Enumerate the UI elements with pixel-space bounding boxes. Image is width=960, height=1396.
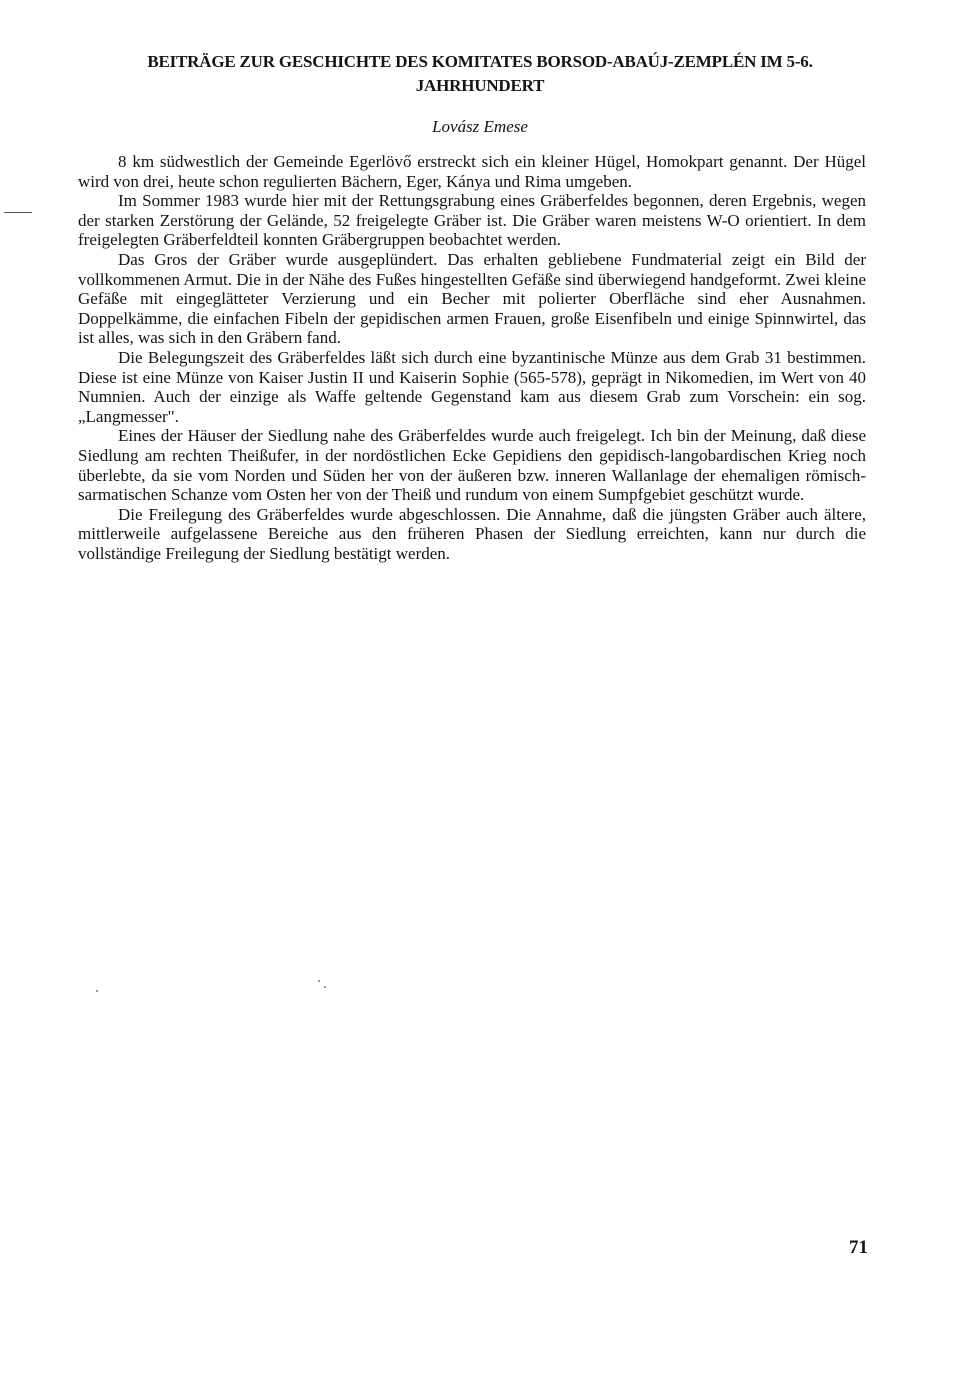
author-name: Lovász Emese: [432, 117, 528, 136]
paragraph-6: Die Freilegung des Gräberfeldes wurde abgeschlossen. Die Annahme, daß die jüngsten Gräber auch ältere, mittlerweile aufgelassene Bereiche aus den früheren Phasen der Siedlung erreichten, kann nur durch die vollständige Freilegung der Siedlung bestätigt werden.: [78, 504, 866, 563]
margin-mark: [4, 212, 32, 213]
paragraph-1: 8 km südwestlich der Gemeinde Egerlövő erstreckt sich ein kleiner Hügel, Homokpart genannt. Der Hügel wird von drei, heute schon regulierten Bächern, Eger, Kánya und Rima umgeben.: [78, 152, 866, 191]
scan-speck: [324, 986, 326, 988]
page-number: 71: [849, 1237, 868, 1258]
paragraph-5: Eines der Häuser der Siedlung nahe des Gräberfeldes wurde auch freigelegt. Ich bin der Meinung, daß diese Siedlung am rechten Theißufer, in der nordöstlichen Ecke Gepidiens den gepidisch-langobardischen Krieg noch überlebte, da sie vom Norden und Süden her von der äußeren bzw. inneren Wallanlage der ehemaligen römisch-sarmatischen Schanze vom Osten her von der Theiß und rundum von einem Sumpfgebiet geschützt wurde.: [78, 426, 866, 505]
paragraph-4: Die Belegungszeit des Gräberfeldes läßt sich durch eine byzantinische Münze aus dem Grab 31 bestimmen. Diese ist eine Münze von Kaiser Justin II und Kaiserin Sophie (565-578), geprägt in Nikomedien, im Wert von 40 Numnien. Auch der einzige als Waffe geltende Gegenstand kam aus diesem Grab zum Vorschein: ein sog. „Langmesser".: [78, 347, 866, 426]
scan-speck: [96, 990, 98, 992]
paragraph-3: Das Gros der Gräber wurde ausgeplündert. Das erhalten gebliebene Fundmaterial zeigt ein Bild der vollkommenen Armut. Die in der Nähe des Fußes hingestellten Gefäße sind überwiegend handgeformt. Zwei kleine Gefäße mit eingeglätteter Verzierung und ein Becher mit polierter Oberfläche sind eher Ausnahmen. Doppelkämme, die einfachen Fibeln der gepidischen armen Frauen, große Eisenfibeln und einige Spinnwirtel, das ist alles, was sich in den Gräbern fand.: [78, 249, 866, 348]
article-title-line-1: BEITRÄGE ZUR GESCHICHTE DES KOMITATES BORSOD-ABAÚJ-ZEMPLÉN IM 5-6.: [147, 52, 813, 71]
scan-speck: [318, 980, 320, 982]
article-body: [78, 152, 866, 563]
article-title-line-2: JAHRHUNDERT: [415, 76, 545, 95]
paragraph-2: Im Sommer 1983 wurde hier mit der Rettungsgrabung eines Gräberfeldes begonnen, deren Ergebnis, wegen der starken Zerstörung der Gelände, 52 freigelegte Gräber ist. Die Gräber waren meistens W-O orientiert. In dem freigelegten Gräberfeldteil konnten Gräbergruppen beobachtet werden.: [78, 191, 866, 250]
